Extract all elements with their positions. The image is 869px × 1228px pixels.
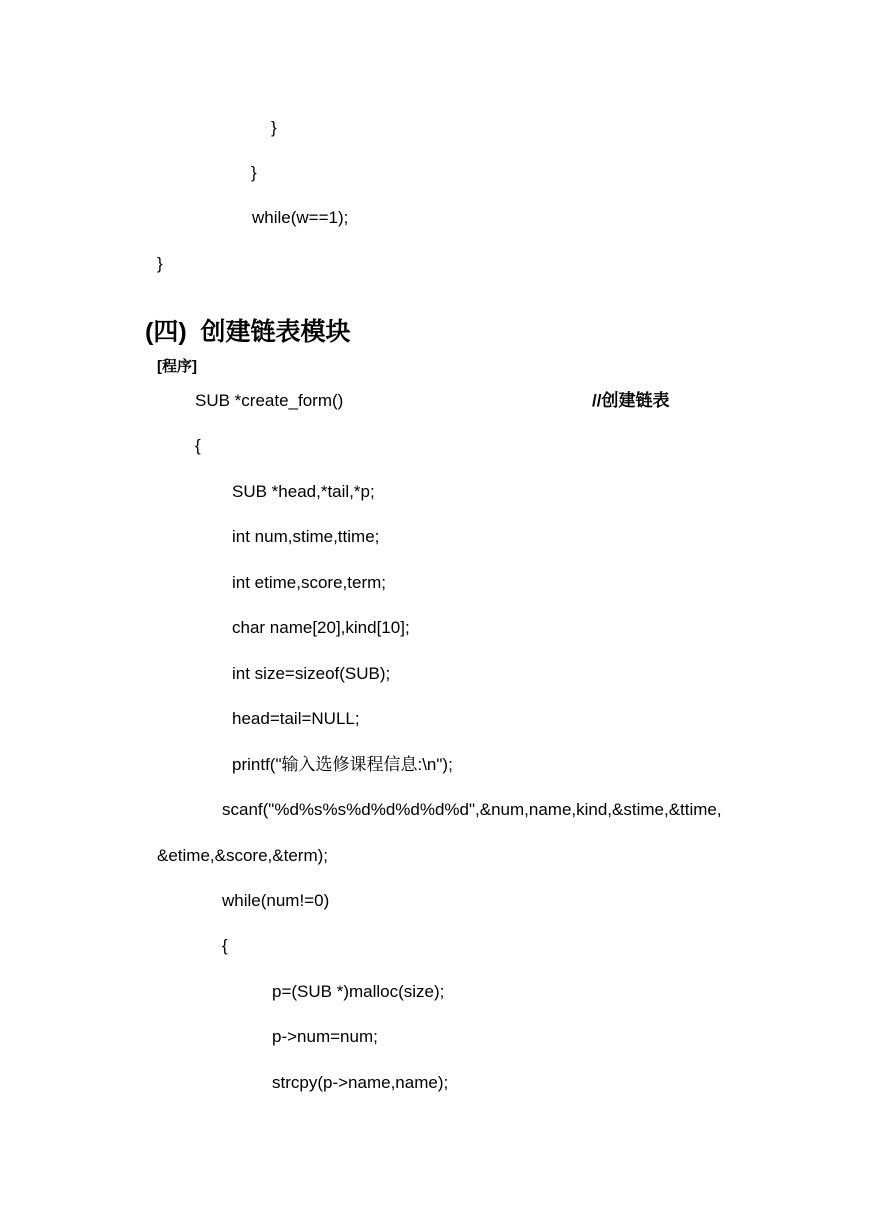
code-line-decl-size: int size=sizeof(SUB); [232,664,391,683]
code-line-while-num: while(num!=0) [222,891,330,910]
code-line-closing-brace-inner: } [271,118,277,137]
code-line-scanf-continued: &etime,&score,&term); [157,846,328,865]
code-line-while: while(w==1); [252,208,349,227]
code-line-closing-brace: } [251,163,257,182]
code-line-strcpy: strcpy(p->name,name); [272,1073,449,1092]
code-line-decl-char: char name[20],kind[10]; [232,618,410,637]
code-comment-create-list: //创建链表 [592,391,670,410]
code-line-function-end: } [157,254,163,273]
code-line-assign-num: p->num=num; [272,1027,378,1046]
code-line-scanf: scanf("%d%s%s%d%d%d%d%d",&num,name,kind,&stime,&ttime, [222,800,722,819]
code-line-decl-num: int num,stime,ttime; [232,527,380,546]
code-line-malloc: p=(SUB *)malloc(size); [272,982,445,1001]
code-line-decl-pointers: SUB *head,*tail,*p; [232,482,375,501]
code-line-printf: printf("输入选修课程信息:\n"); [232,755,453,774]
code-line-function-signature: SUB *create_form() [195,391,344,410]
section-heading: (四) 创建链表模块 [145,318,351,346]
code-line-decl-etime: int etime,score,term; [232,573,386,592]
code-line-open-brace: { [195,436,201,455]
code-line-init-head: head=tail=NULL; [232,709,360,728]
program-label: [程序] [157,358,197,375]
code-line-while-open-brace: { [222,936,228,955]
